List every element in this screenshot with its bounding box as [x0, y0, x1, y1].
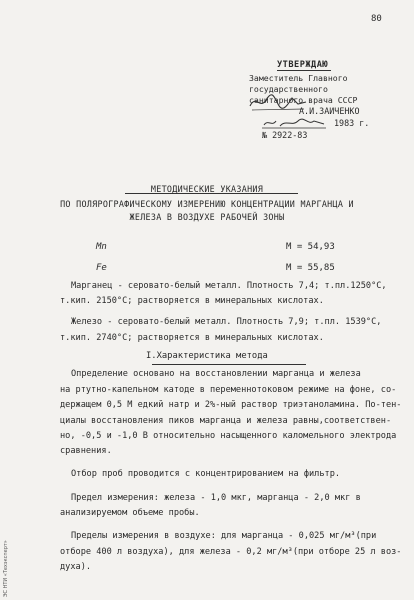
document-title-line: ПО ПОЛЯРОГРАФИЧЕСКОМУ ИЗМЕРЕНИЮ КОНЦЕНТРАЦИИ МАРГАНЦА И	[60, 199, 354, 209]
approval-line: государственного	[249, 84, 328, 94]
molar-mass: M = 55,85	[286, 263, 335, 273]
body-line: анализируемом объеме пробы.	[60, 508, 200, 518]
body-line: Предел измерения: железа - 1,0 мкг, марганца - 2,0 мкг в	[71, 493, 361, 503]
approval-heading: УТВЕРЖДАЮ	[277, 60, 329, 70]
formula-symbol: Mn	[96, 242, 107, 252]
approval-signatory: А.И.ЗАИЧЕНКО	[299, 106, 360, 116]
body-line: духа).	[60, 562, 92, 572]
page-number: 80	[371, 14, 382, 24]
formula-symbol: Fe	[96, 263, 107, 273]
title-underline	[125, 193, 298, 194]
document-title-line: МЕТОДИЧЕСКИЕ УКАЗАНИЯ	[150, 184, 264, 194]
document-title-line: ЖЕЛЕЗА В ВОЗДУХЕ РАБОЧЕЙ ЗОНЫ	[129, 212, 285, 222]
intro-line: т.кип. 2150°С; растворяется в минеральных кислотах.	[60, 296, 324, 306]
approval-underline	[277, 70, 331, 71]
approval-line: санитарного врача СССР	[249, 95, 358, 105]
body-line: на ртутно-капельном катоде в переменнотоковом режиме на фоне, со-	[60, 385, 397, 395]
body-line: но, -0,5 и -1,0 В относительно насыщенного каломельного электрода	[60, 431, 397, 441]
approval-number: № 2922-83	[262, 130, 308, 140]
intro-line: т.кип. 2740°С; растворяется в минеральных кислотах.	[60, 333, 324, 343]
body-line: Отбор проб проводится с концентрированием на фильтр.	[71, 469, 341, 479]
body-line: сравнения.	[60, 446, 112, 456]
body-line: Определение основано на восстановлении марганца и железа	[71, 369, 361, 379]
body-line: держащем 0,5 М едкий натр и 2%-ный раствор триэтаноламина. По-тен-	[60, 400, 402, 410]
body-line: отборе 400 л воздуха), для железа - 0,2 мг/м³(при отборе 25 л воз-	[60, 547, 402, 557]
approval-line: Заместитель Главного	[249, 73, 348, 83]
handwritten-date-image	[262, 117, 326, 129]
approval-year: 1983 г.	[334, 118, 370, 128]
side-stamp: ЭС НТИ «Техэксперт»	[3, 540, 9, 597]
intro-line: Железо - серовато-белый металл. Плотность 7,9; т.пл. 1539°С,	[71, 317, 382, 327]
intro-line: Марганец - серовато-белый металл. Плотность 7,4; т.пл.1250°С,	[71, 281, 387, 291]
section-underline	[152, 364, 306, 365]
body-line: циалы восстановления пиков марганца и железа равны,соответствен-	[60, 416, 392, 426]
molar-mass: M = 54,93	[286, 242, 335, 252]
body-line: Пределы измерения в воздухе: для марганца - 0,025 мг/м³(при	[71, 531, 377, 541]
section-heading: I.Характеристика метода	[146, 351, 268, 361]
